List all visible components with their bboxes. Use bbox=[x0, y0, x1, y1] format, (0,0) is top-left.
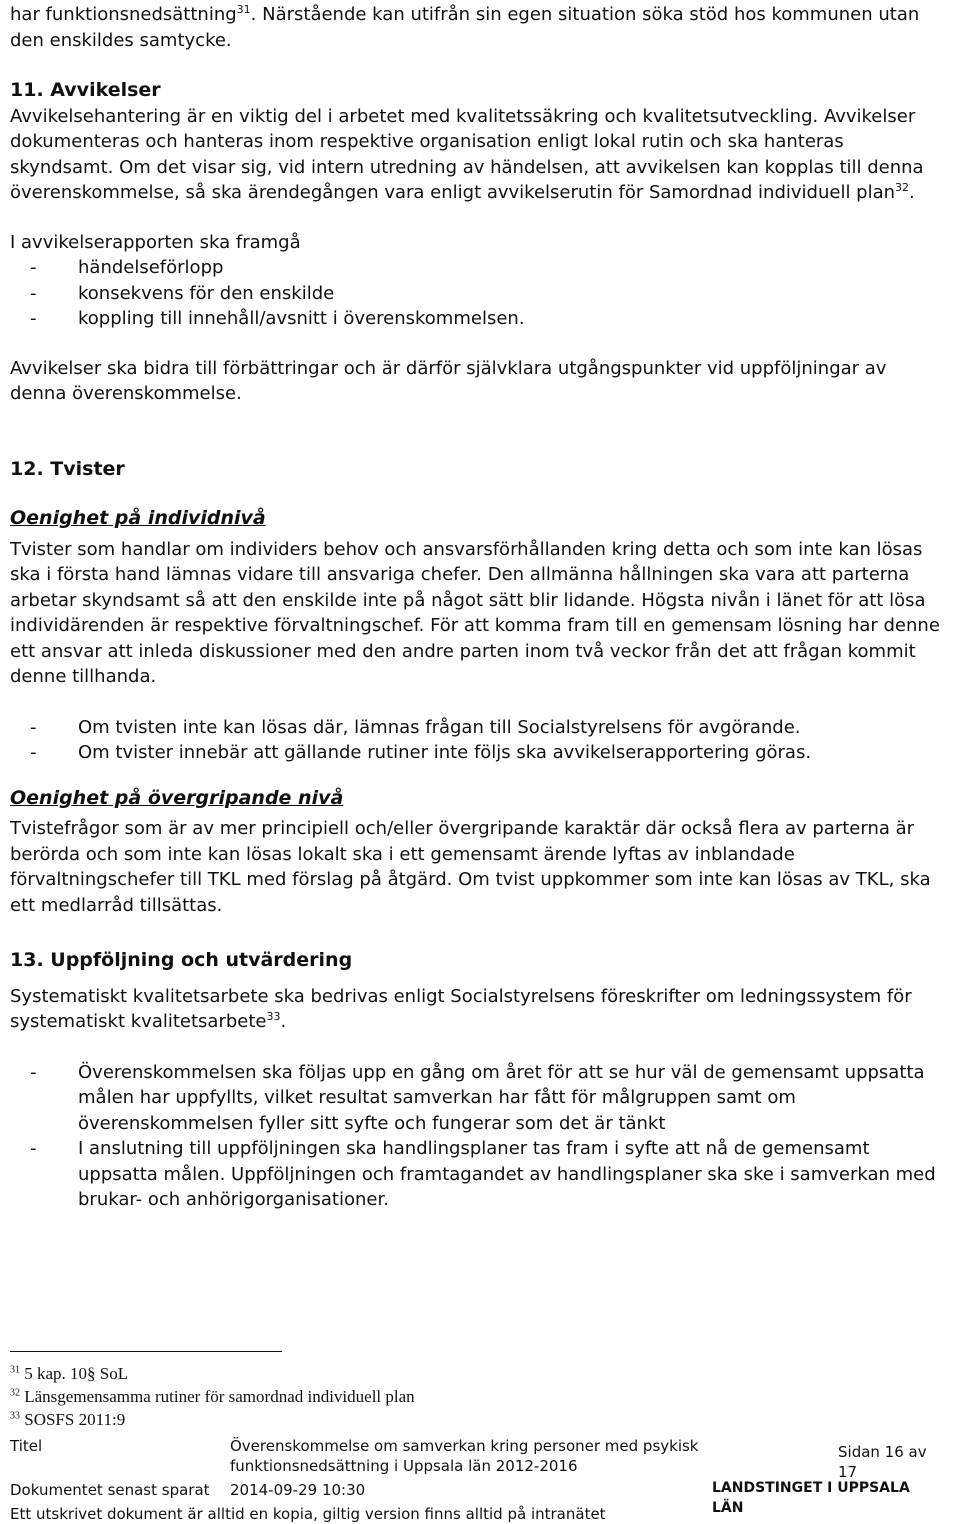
footer-copy-note: Ett utskrivet dokument är alltid en kopia, giltig version finns alltid på intranätet bbox=[10, 1505, 606, 1523]
section-13-list bbox=[10, 1060, 945, 1213]
list-item: - Om tvisten inte kan lösas där, lämnas frågan till Socialstyrelsens för avgörande. bbox=[10, 715, 945, 741]
footnotes bbox=[10, 1362, 415, 1431]
list-item: - I anslutning till uppföljningen ska handlingsplaner tas fram i syfte att nå de gemensamt uppsatta målen. Uppföljningen och framtagandet av handlingsplaner ska ske i samverkan med brukar- och anhörigorganisationer. bbox=[10, 1136, 945, 1213]
document-body bbox=[10, 2, 945, 1213]
section-11-heading: 11. Avvikelser bbox=[10, 79, 161, 101]
footnote-ref-32[interactable]: 32 bbox=[895, 181, 910, 194]
section-12-subheading-individual: Oenighet på individnivå bbox=[10, 507, 266, 529]
section-12-paragraph-2: Tvistefrågor som är av mer principiell och/eller övergripande karaktär där också flera av parterna är berörda och som inte kan lösas lokalt ska i ett gemensamt ärende lyftas av inblandade förvaltningschefer till TKL med förslag på åtgärd. Om tvist uppkommer som inte kan lösas av TKL, ska ett medlarråd tillsättas. bbox=[10, 818, 931, 916]
section-12-paragraph-1: Tvister som handlar om individers behov och ansvarsförhållanden kring detta och som inte kan lösas ska i första hand lämnas vidare till ansvariga chefer. Den allmänna hållningen ska vara att parterna arbetar skyndsamt så att den enskilde inte på något sätt blir lidande. Högsta nivån i länet för att lösa individärenden är respektive förvaltningschef. För att komma fram till en gemensam lösning har denne ett ansvar att inleda diskussioner med den andre parten inom två veckor från det att frågan kommit denne tillhanda. bbox=[10, 538, 940, 687]
footnote-33: $^{33}$ SOSFS 2011:9 bbox=[10, 1410, 126, 1429]
section-12-subheading-overall: Oenighet på övergripande nivå bbox=[10, 786, 344, 809]
list-item: - konsekvens för den enskilde bbox=[10, 281, 945, 307]
list-item: - händelseförlopp bbox=[10, 255, 945, 281]
footer-document-title: Överenskommelse om samverkan kring personer med psykisk funktionsnedsättning i Uppsala län 2012-2016 bbox=[230, 1437, 699, 1475]
section-12-heading: 12. Tvister bbox=[10, 457, 125, 480]
list-item: - Överenskommelsen ska följas upp en gång om året för att se hur väl de gemensamt uppsatta målen har uppfyllts, vilket resultat samverkan har fått för målgruppen samt om överenskommelsen fyller sitt syfte och fungerar som det är tänkt bbox=[10, 1060, 945, 1137]
section-11-list-intro: I avvikelserapporten ska framgå bbox=[10, 231, 301, 253]
section-13-heading: 13. Uppföljning och utvärdering bbox=[10, 949, 353, 971]
footer-date: 2014-09-29 10:30 bbox=[230, 1481, 366, 1499]
intro-paragraph: har funktionsnedsättning$^{31}$. Närstående kan utifrån sin egen situation söka stöd hos kommunen utan den enskildes samtycke. bbox=[10, 3, 920, 51]
footer-page-number: Sidan 16 av 17 bbox=[838, 1443, 927, 1481]
footnote-ref-31[interactable]: 31 bbox=[236, 3, 251, 16]
section-11-paragraph: Avvikelsehantering är en viktig del i arbetet med kvalitetssäkring och kvalitetsutveckling. Avvikelser dokumenteras och hanteras inom respektive organisation enligt lokal rutin och ska hanteras skyndsamt. Om det visar sig, vid intern utredning av händelsen, att avvikelsen kan kopplas till denna överenskommelse, så ska ärendegången vara enligt avvikelserutin för Samordnad individuell plan$^{32}$. bbox=[10, 105, 924, 203]
footer-organization: LANDSTINGET I UPPSALA LÄN bbox=[712, 1480, 910, 1516]
section-11-list bbox=[10, 255, 945, 332]
footnote-31: $^{31}$ 5 kap. 10§ SoL bbox=[10, 1364, 129, 1383]
footnote-32: $^{32}$ Länsgemensamma rutiner för samordnad individuell plan bbox=[10, 1387, 415, 1406]
section-13-paragraph: Systematiskt kvalitetsarbete ska bedrivas enligt Socialstyrelsens föreskrifter om ledningssystem för systematiskt kvalitetsarbete$^{33}$. bbox=[10, 985, 912, 1032]
footnote-ref-33[interactable]: 33 bbox=[266, 1010, 281, 1023]
list-item: - Om tvister innebär att gällande rutiner inte följs ska avvikelserapportering göras. bbox=[10, 740, 945, 766]
footer-date-label: Dokumentet senast sparat bbox=[10, 1481, 210, 1499]
section-11-closing: Avvikelser ska bidra till förbättringar och är därför självklara utgångspunkter vid uppföljningar av denna överenskommelse. bbox=[10, 357, 887, 404]
footer-title-label: Titel bbox=[10, 1437, 43, 1455]
footnote-divider bbox=[10, 1351, 282, 1352]
list-item: - koppling till innehåll/avsnitt i överenskommelsen. bbox=[10, 306, 945, 332]
section-12-list bbox=[10, 715, 945, 766]
